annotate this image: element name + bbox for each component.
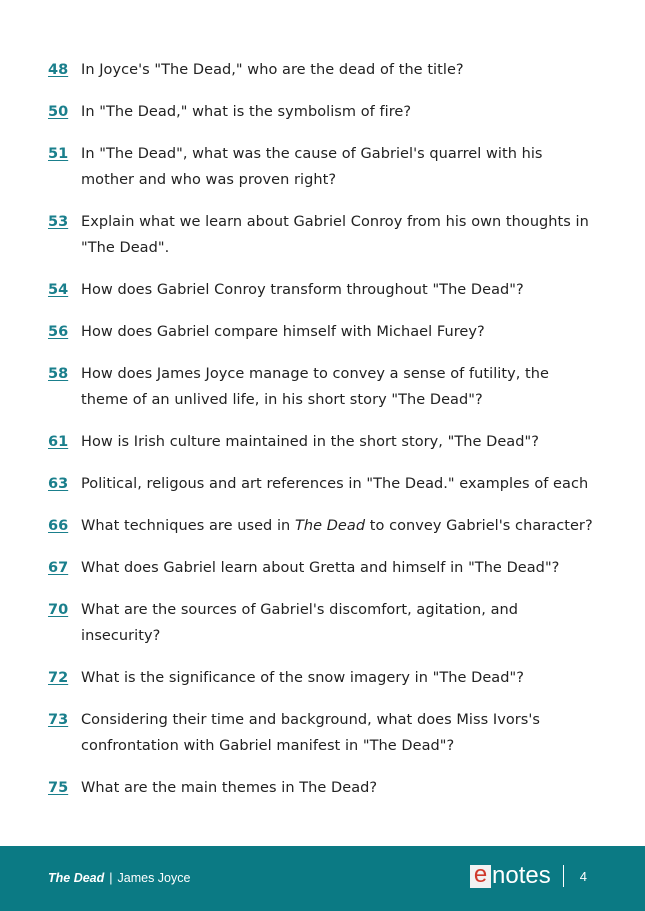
list-item: [48, 277, 608, 303]
page-link[interactable]: 61: [48, 434, 69, 450]
list-item: [48, 141, 608, 193]
enotes-wordmark: notes: [492, 862, 551, 889]
page-link[interactable]: 53: [48, 214, 69, 230]
question-text: Political, religous and art references in "The Dead." examples of each: [81, 476, 589, 492]
question-text-part: to convey Gabriel's character?: [365, 518, 593, 534]
enotes-e-icon: e: [470, 865, 491, 888]
list-item: [48, 597, 608, 649]
question-text: Explain what we learn about Gabriel Conroy from his own thoughts in "The Dead".: [81, 214, 589, 256]
question-text: How does Gabriel compare himself with Michael Furey?: [81, 324, 485, 340]
list-item: [48, 665, 608, 691]
list-item: [48, 513, 608, 539]
question-text: [81, 513, 593, 539]
footer-book-info: [48, 871, 190, 885]
separator: |: [109, 871, 113, 885]
list-item: [48, 471, 608, 497]
question-text-part: What techniques are used in: [81, 518, 295, 534]
list-item: [48, 555, 608, 581]
page-footer: [0, 846, 645, 911]
book-title: The Dead: [48, 871, 105, 885]
page-link[interactable]: 63: [48, 476, 69, 492]
page-number: 4: [579, 868, 587, 884]
page-link[interactable]: 50: [48, 104, 69, 120]
enotes-logo: [470, 860, 587, 889]
author-name: James Joyce: [117, 871, 191, 885]
page-link[interactable]: 66: [48, 518, 69, 534]
page-link[interactable]: 67: [48, 560, 69, 576]
question-text: In "The Dead," what is the symbolism of fire?: [81, 104, 412, 120]
question-text: What is the significance of the snow imagery in "The Dead"?: [81, 670, 524, 686]
page-link[interactable]: 48: [48, 62, 69, 78]
page-link[interactable]: 73: [48, 712, 69, 728]
question-text: How does Gabriel Conroy transform throughout "The Dead"?: [81, 282, 524, 298]
page-link[interactable]: 54: [48, 282, 69, 298]
divider: [563, 865, 564, 887]
list-item: [48, 707, 608, 759]
list-item: [48, 57, 608, 83]
question-text: Considering their time and background, what does Miss Ivors's confrontation with Gabriel manifest in "The Dead"?: [81, 712, 540, 754]
list-item: [48, 99, 608, 125]
list-item: [48, 429, 608, 455]
question-text: In Joyce's "The Dead," who are the dead of the title?: [81, 62, 464, 78]
page-link[interactable]: 56: [48, 324, 69, 340]
page-link[interactable]: 58: [48, 366, 69, 382]
list-item: [48, 209, 608, 261]
page-link[interactable]: 72: [48, 670, 69, 686]
question-text: What are the main themes in The Dead?: [81, 780, 378, 796]
page-link[interactable]: 51: [48, 146, 69, 162]
list-item: [48, 775, 608, 801]
question-text: How does James Joyce manage to convey a sense of futility, the theme of an unlived life, in his short story "The Dead"?: [81, 366, 549, 408]
question-text: In "The Dead", what was the cause of Gabriel's quarrel with his mother and who was proven right?: [81, 146, 543, 188]
book-title: The Dead: [294, 518, 366, 534]
list-item: [48, 361, 608, 413]
question-list: [48, 57, 608, 817]
list-item: [48, 319, 608, 345]
question-text: What are the sources of Gabriel's discomfort, agitation, and insecurity?: [81, 602, 519, 644]
page-link[interactable]: 70: [48, 602, 69, 618]
question-text: How is Irish culture maintained in the short story, "The Dead"?: [81, 434, 539, 450]
page-link[interactable]: 75: [48, 780, 69, 796]
question-text: What does Gabriel learn about Gretta and himself in "The Dead"?: [81, 560, 560, 576]
